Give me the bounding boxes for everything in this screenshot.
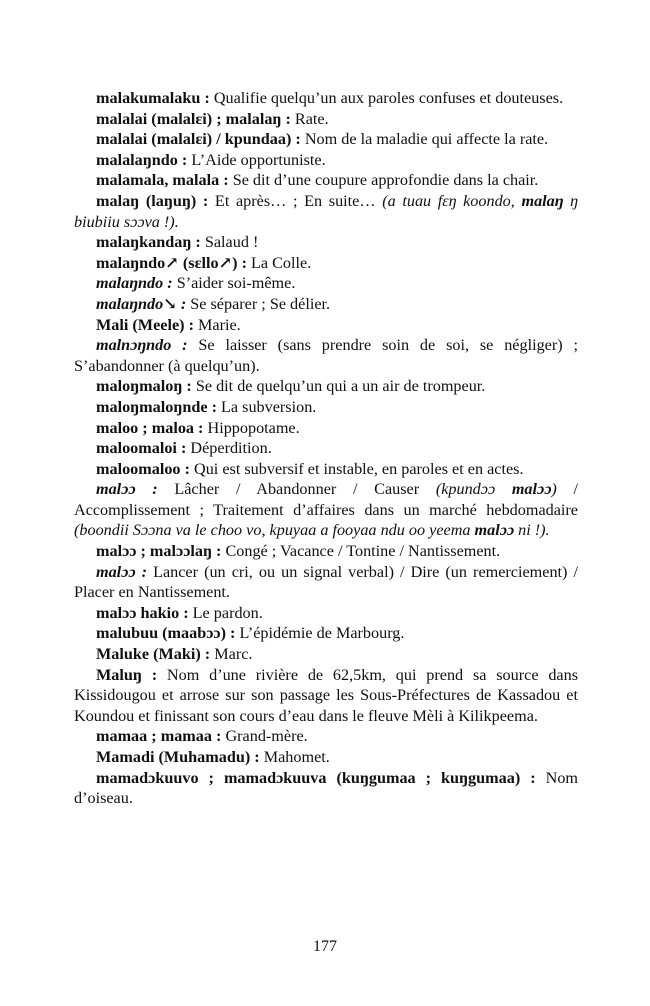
definition: Mahomet. <box>259 748 330 766</box>
headword: malɔɔ : <box>96 562 148 581</box>
dictionary-entry <box>74 129 578 150</box>
example-headword: malɔɔ <box>511 480 552 499</box>
dictionary-entry <box>74 253 578 274</box>
definition: Qui est subversif et instable, en paroles et en actes. <box>189 459 524 478</box>
headword: maloŋmaloŋnde : <box>96 397 217 416</box>
headword: maloomaloi : <box>96 439 187 458</box>
definition: / Accomplissement ; Traitement d’affaires dans un marché hebdomadaire <box>74 480 578 519</box>
example-text: (boondii Sɔɔna va le choo vo, kpuyaa a fooyaa ndu oo yeema <box>74 521 475 540</box>
headword: malalaŋndo : <box>96 150 188 169</box>
example-text: (a tuau fɛŋ koondo, <box>382 191 522 210</box>
definition: Lâcher / Abandonner / Causer <box>157 480 436 499</box>
headword: malɔɔ ; malɔɔlaŋ : <box>96 542 222 561</box>
dictionary-entry <box>74 747 578 768</box>
example-text: ŋ biubiiu sɔɔva !). <box>74 191 578 231</box>
headword: malaŋndo↗ (sɛllo↗) : <box>96 253 247 272</box>
dictionary-entry <box>74 541 578 562</box>
headword: malubuu (maabɔɔ) : <box>96 624 236 643</box>
dictionary-entry <box>74 397 578 418</box>
headword: malnɔŋndo : <box>96 336 188 355</box>
dictionary-entry <box>74 335 578 376</box>
dictionary-entry <box>74 768 578 809</box>
definition: L’Aide opportuniste. <box>187 150 326 169</box>
dictionary-entry <box>74 273 578 294</box>
dictionary-entry <box>74 88 578 109</box>
definition: Marc. <box>210 645 253 664</box>
definition: Marie. <box>193 315 241 334</box>
headword: malalai (malalɛi) ; malalaŋ : <box>96 109 291 128</box>
headword: malalai (malalɛi) / kpundaa) : <box>96 130 301 149</box>
definition: Se laisser (sans prendre soin de soi, se négliger) ; S’abandonner (à quelqu’un). <box>74 336 578 375</box>
headword: Maluŋ : <box>96 665 158 684</box>
headword: maloŋmaloŋ : <box>96 377 192 396</box>
definition: La Colle. <box>246 253 312 272</box>
dictionary-entry <box>74 109 578 130</box>
definition: Se séparer ; Se délier. <box>186 294 331 313</box>
definition: Se dit d’une coupure approfondie dans la chair. <box>228 171 539 190</box>
dictionary-entry <box>74 294 578 315</box>
headword: Maluke (Maki) : <box>96 645 211 664</box>
definition: Déperdition. <box>186 439 272 458</box>
definition: Qualifie quelqu’un aux paroles confuses et douteuses. <box>209 89 564 107</box>
headword: Mamadi (Muhamadu) : <box>96 748 260 766</box>
dictionary-entry <box>74 376 578 397</box>
definition: La subversion. <box>216 397 317 416</box>
dictionary-entry <box>74 623 578 644</box>
dictionary-entry <box>74 232 578 253</box>
definition: Nom d’oiseau. <box>74 768 579 808</box>
definition: Salaud ! <box>200 233 259 252</box>
dictionary-entry <box>74 644 578 665</box>
dictionary-entry <box>74 315 578 336</box>
headword: Mali (Meele) : <box>96 315 194 334</box>
example-text: ni !). <box>514 521 550 540</box>
headword: mamaa ; mamaa : <box>96 727 222 746</box>
example-text: ) <box>551 480 557 499</box>
example-text: (kpundɔɔ <box>435 480 512 499</box>
dictionary-entry <box>74 562 578 603</box>
headword: mamadɔkuuvo ; mamadɔkuuva (kuŋgumaa ; kuŋgumaa) : <box>96 768 536 787</box>
example-headword: malaŋ <box>521 191 564 210</box>
page-number: 177 <box>313 938 337 955</box>
definition: L’épidémie de Marbourg. <box>235 624 405 643</box>
headword: malakumalaku : <box>96 89 210 107</box>
dictionary-entry <box>74 438 578 459</box>
headword: malaŋkandaŋ : <box>96 233 201 252</box>
definition: Et après… ; En suite… <box>208 191 383 210</box>
definition: Hippopotame. <box>203 418 300 437</box>
definition: Grand-mère. <box>221 727 308 746</box>
dictionary-page <box>74 88 578 809</box>
headword: maloo ; maloa : <box>96 418 204 437</box>
example-headword: malɔɔ <box>474 521 515 540</box>
dictionary-entry <box>74 726 578 747</box>
headword: malaŋndo : <box>96 274 173 293</box>
definition: Congé ; Vacance / Tontine / Nantissement. <box>221 542 501 561</box>
headword: malaŋndo↘ : <box>96 294 187 313</box>
dictionary-entry <box>74 603 578 624</box>
dictionary-entry <box>74 150 578 171</box>
definition: Nom d’une rivière de 62,5km, qui prend sa source dans Kissidougou et arrose sur son passage les Sous-Préfectures de Kassadou et Koundou et finissant son cours d’eau dans le fleuve Mèli à Kilikpeema. <box>74 665 578 725</box>
definition: Lancer (un cri, ou un signal verbal) / Dire (un remerciement) / Placer en Nantissement. <box>74 562 578 602</box>
definition: Le pardon. <box>188 603 263 622</box>
headword: maloomaloo : <box>96 459 190 478</box>
dictionary-entry <box>74 479 578 541</box>
definition: S’aider soi-même. <box>172 274 296 293</box>
headword: malɔɔ : <box>96 480 158 499</box>
definition: Se dit de quelqu’un qui a un air de trompeur. <box>191 377 486 396</box>
definition: Rate. <box>290 109 329 128</box>
headword: malaŋ (laŋuŋ) : <box>96 191 209 210</box>
definition: Nom de la maladie qui affecte la rate. <box>300 130 549 149</box>
dictionary-entry <box>74 459 578 480</box>
dictionary-entry <box>74 665 578 727</box>
dictionary-entry <box>74 170 578 191</box>
dictionary-entry <box>74 191 578 232</box>
headword: malamala, malala : <box>96 171 229 190</box>
headword: malɔɔ hakio : <box>96 603 189 622</box>
dictionary-entry <box>74 418 578 439</box>
